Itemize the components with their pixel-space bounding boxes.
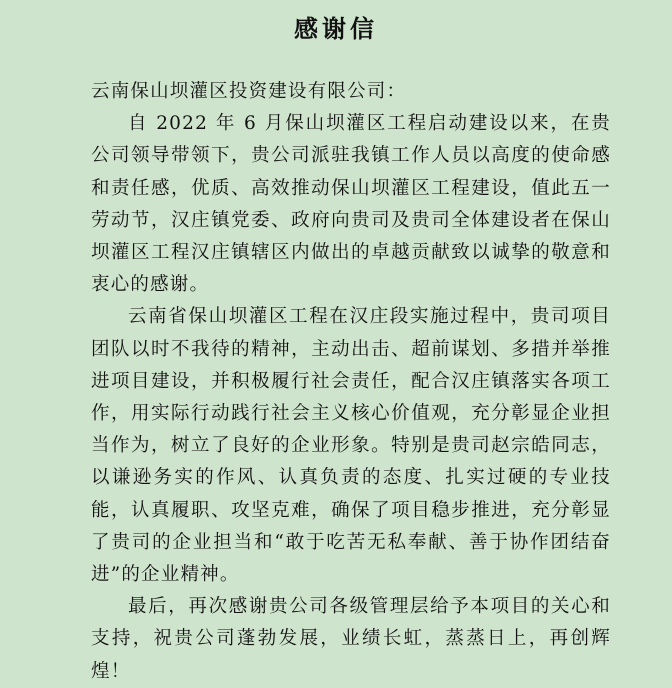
letter-paragraph-1: 自 2022 年 6 月保山坝灌区工程启动建设以来，在贵公司领导带领下，贵公司派驻我镇工作人员以高度的使命感和责任感，优质、高效推动保山坝灌区工程建设，值此五一劳动节，汉庄镇党委、政府向贵司及贵司全体建设者在保山坝灌区工程汉庄镇辖区内做出的卓越贡献致以诚挚的敬意和衷心的感谢。: [91, 113, 611, 296]
letter-title: 感谢信: [294, 14, 378, 43]
letter-paragraph-3: 最后，再次感谢贵公司各级管理层给予本项目的关心和支持，祝贵公司蓬勃发展，业绩长虹，蒸蒸日上，再创辉煌！: [91, 596, 611, 682]
letter-salutation: 云南保山坝灌区投资建设有限公司：: [91, 81, 407, 102]
letter-body: [91, 76, 611, 688]
letter-paragraph-2: 云南省保山坝灌区工程在汉庄段实施过程中，贵司项目团队以时不我待的精神，主动出击、超前谋划、多措并举推进项目建设，并积极履行社会责任，配合汉庄镇落实各项工作，用实际行动践行社会主义核心价值观，充分彰显企业担当作为，树立了良好的企业形象。特别是贵司赵宗皓同志，以谦逊务实的作风、认真负责的态度、扎实过硬的专业技能，认真履职、攻坚克难，确保了项目稳步推进，充分彰显了贵司的企业担当和“敢于吃苦无私奉献、善于协作团结奋进”的企业精神。: [91, 306, 611, 586]
